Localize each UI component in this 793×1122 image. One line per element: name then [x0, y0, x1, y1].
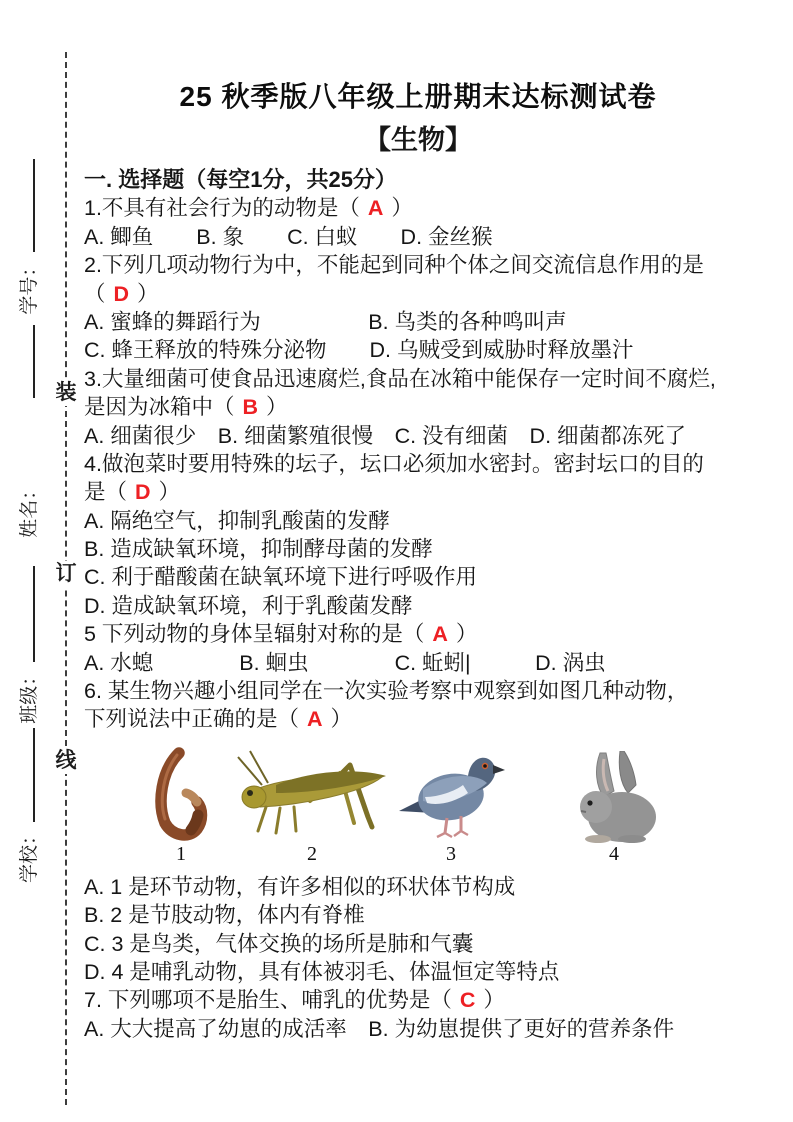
- q4-option-c: [84, 563, 752, 591]
- school-field-line: [33, 728, 35, 822]
- name-field-label: 姓名：: [18, 480, 40, 538]
- q4-option-d: [84, 592, 752, 620]
- text-segment: A. 1 是环节动物，有许多相似的环状体节构成: [84, 874, 516, 899]
- q2-stem-1: [84, 251, 752, 279]
- text-segment: 6. 某生物兴趣小组同学在一次实验考察中观察到如图几种动物，: [84, 679, 689, 704]
- earthworm-image: [147, 745, 215, 843]
- q1-options: [84, 223, 752, 251]
- rabbit-image: [570, 751, 658, 843]
- text-segment: 7. 下列哪项不是胎生、哺乳的优势是（: [84, 988, 458, 1013]
- subject-heading: 【生物】: [364, 125, 472, 155]
- q3-stem-2: [84, 393, 752, 421]
- text-segment: 3.大量细菌可使食品迅速腐烂,食品在冰箱中能保存一定时间不腐烂,: [84, 366, 716, 391]
- figure-item-rabbit: [562, 751, 666, 865]
- binding-char-zhuang: 装: [52, 380, 80, 406]
- q2-options-cd: [84, 336, 752, 364]
- text-segment: 是（: [84, 480, 133, 505]
- text-segment: C. 蜂王释放的特殊分泌物 D. 乌贼受到威胁时释放墨汁: [84, 338, 634, 363]
- binding-char-xian: 线: [52, 748, 80, 774]
- class-field-label: 班级：: [18, 666, 40, 724]
- figure-label-3: 3: [446, 842, 456, 865]
- text-segment: ）: [260, 395, 288, 420]
- text-segment: B. 2 是节肢动物，体内有脊椎: [84, 903, 365, 928]
- text-segment: D. 造成缺氧环境，利于乳酸菌发酵: [84, 593, 413, 618]
- q3-stem-1: [84, 365, 752, 393]
- text-segment: C. 3 是鸟类，气体交换的场所是肺和气囊: [84, 931, 474, 956]
- name-field-line: [33, 325, 35, 398]
- figure-label-4: 4: [609, 842, 619, 865]
- text-segment: ）: [449, 622, 478, 647]
- text-segment: A. 水螅 B. 蛔虫 C. 蚯蚓| D. 涡虫: [84, 650, 606, 675]
- q5-stem: [84, 620, 752, 648]
- text-segment: A. 细菌很少 B. 细菌繁殖很慢 C. 没有细菌 D. 细菌都冻死了: [84, 423, 687, 448]
- text-segment: ）: [131, 281, 159, 306]
- text-segment: ）: [324, 707, 352, 732]
- text-segment: 下列说法中正确的是（: [84, 707, 305, 732]
- q7-options: [84, 1015, 752, 1043]
- animal-figure: [84, 738, 752, 865]
- q4-stem-2: [84, 478, 752, 506]
- text-segment: A. 大大提高了幼崽的成活率 B. 为幼崽提供了更好的营养条件: [84, 1016, 675, 1041]
- q6-option-d: [84, 958, 752, 986]
- school-field-label: 学校：: [18, 825, 40, 883]
- text-segment: 5 下列动物的身体呈辐射对称的是（: [84, 622, 431, 647]
- q4-option-a: [84, 507, 752, 535]
- answer-letter: D: [113, 281, 130, 306]
- text-segment: 一. 选择题（每空1分，共25分）: [84, 167, 397, 192]
- text-segment: 2.下列几项动物行为中，不能起到同种个体之间交流信息作用的是: [84, 253, 704, 278]
- q2-options-ab: [84, 308, 752, 336]
- text-segment: 4.做泡菜时要用特殊的坛子，坛口必须加水密封。密封坛口的目的: [84, 451, 704, 476]
- answer-letter: C: [459, 988, 476, 1013]
- q6-stem-1: [84, 677, 752, 705]
- text-segment: B. 造成缺氧环境，抑制酵母菌的发酵: [84, 537, 433, 562]
- text-segment: 是因为冰箱中（: [84, 395, 241, 420]
- q6-option-c: [84, 930, 752, 958]
- q6-stem-2: [84, 705, 752, 733]
- text-segment: ）: [385, 196, 413, 221]
- answer-letter: D: [134, 480, 151, 505]
- answer-letter: A: [306, 707, 323, 732]
- text-segment: D. 4 是哺乳动物，具有体被羽毛、体温恒定等特点: [84, 959, 560, 984]
- q3-options: [84, 422, 752, 450]
- text-segment: A. 蜜蜂的舞蹈行为 B. 鸟类的各种鸣叫声: [84, 309, 567, 334]
- binding-char-ding: 订: [52, 561, 80, 587]
- exam-content: [84, 76, 752, 1043]
- q6-option-a: [84, 873, 752, 901]
- student-id-field-label: 学号：: [18, 257, 40, 315]
- answer-letter: A: [367, 196, 384, 221]
- figure-item-pigeon: [390, 745, 512, 865]
- text-segment: 1.不具有社会行为的动物是（: [84, 196, 366, 221]
- text-segment: ）: [152, 480, 180, 505]
- figure-item-grasshopper: [226, 745, 398, 865]
- text-segment: A. 隔绝空气，抑制乳酸菌的发酵: [84, 508, 390, 533]
- text-segment: A. 鲫鱼 B. 象 C. 白蚁 D. 金丝猴: [84, 224, 493, 249]
- figure-label-2: 2: [307, 842, 317, 865]
- section-heading: [84, 166, 752, 194]
- page-title: 25 秋季版八年级上册期末达标测试卷: [179, 81, 657, 112]
- figure-item-earthworm: [136, 745, 226, 865]
- question-lines-bottom: [84, 873, 752, 1043]
- text-segment: C. 利于醋酸菌在缺氧环境下进行呼吸作用: [84, 565, 477, 590]
- margin-fields: [12, 159, 42, 883]
- q4-option-b: [84, 535, 752, 563]
- figure-label-1: 1: [176, 842, 186, 865]
- q6-option-b: [84, 901, 752, 929]
- pigeon-image: [395, 745, 507, 843]
- q5-options: [84, 649, 752, 677]
- answer-letter: A: [432, 622, 448, 647]
- answer-letter: B: [242, 395, 259, 420]
- q2-stem-2: [84, 280, 752, 308]
- grasshopper-image: [232, 745, 392, 843]
- class-field-line: [33, 566, 35, 662]
- q7-stem: [84, 986, 752, 1014]
- student-id-field-line: [33, 159, 35, 252]
- text-segment: （: [84, 281, 112, 306]
- question-lines-top: [84, 166, 752, 734]
- text-segment: ）: [477, 988, 505, 1013]
- q1-stem: [84, 194, 752, 222]
- q4-stem-1: [84, 450, 752, 478]
